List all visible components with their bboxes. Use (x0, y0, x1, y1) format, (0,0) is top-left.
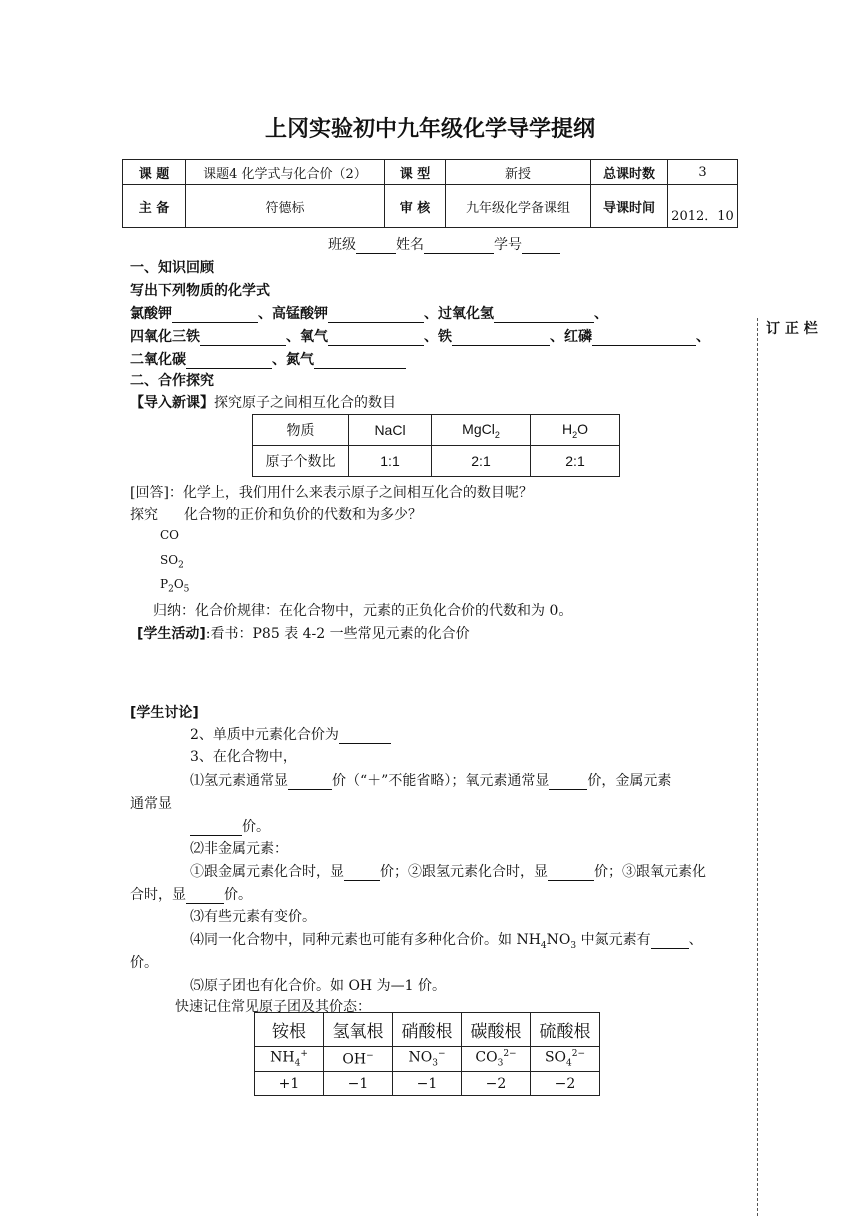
question-answer: [回答]：化学上，我们用什么来表示原子之间相互化合的数目呢？ (130, 485, 533, 501)
answer-blank[interactable] (314, 352, 406, 369)
answer-blank[interactable] (328, 306, 424, 323)
value-author: 符德标 (186, 185, 385, 228)
intro-line: 【导入新课】探究原子之间相互化合的数目 (130, 395, 396, 411)
name-blank[interactable] (424, 237, 494, 254)
class-blank[interactable] (356, 237, 396, 254)
answer-blank[interactable] (452, 329, 550, 346)
radical-valence: −2 (531, 1072, 600, 1096)
metal-line-a: 通常显 (130, 796, 172, 812)
answer-blank[interactable] (494, 306, 594, 323)
radical-valence-line: ⑸原子团也有化合价。如 OH 为—1 价。 (190, 978, 446, 994)
table-header: $H_2O$ (531, 415, 620, 446)
radical-formula: $NH_4^+$ (255, 1047, 324, 1072)
label-total-hours: 总课时数 (591, 160, 668, 185)
nonmetal-line-1: ①跟金属元素化合时，显 价；②跟氢元素化合时，显 价；③跟氧元素化 (190, 864, 706, 880)
section-explore-heading: 二、合作探究 (130, 373, 214, 389)
discussion-heading: [学生讨论] (130, 705, 199, 721)
value-type: 新授 (446, 160, 591, 185)
metal-line-b: 价。 (190, 816, 270, 836)
formula-row-3: 二氧化碳 、氮气 (130, 349, 406, 369)
formula-row-2: 四氧化三铁 、氧气 、铁 、红磷 、 (130, 329, 710, 345)
value-total-hours: 3 (668, 160, 738, 185)
radical-valence: −2 (462, 1072, 531, 1096)
sidebar-divider (757, 318, 758, 1216)
radical-formula: OH− (324, 1047, 393, 1072)
radical-name: 氢氧根 (324, 1013, 393, 1047)
label-review: 审 核 (385, 185, 446, 228)
formula-so2: $SO_2$ (160, 553, 184, 571)
radical-formula: $SO_4^{2-}$ (531, 1047, 600, 1072)
student-activity: [学生活动]:看书：P85 表 4-2 一些常见元素的化合价 (137, 626, 470, 642)
discussion-item-3: 3、在化合物中， (190, 749, 297, 765)
answer-blank[interactable] (186, 887, 224, 904)
atom-ratio-table (252, 414, 620, 477)
number-blank[interactable] (522, 237, 560, 254)
table-header: NaCl (349, 415, 432, 446)
hydrogen-line: ⑴氢元素通常显 价（“＋”不能省略）；氧元素通常显 价，金属元素 (190, 773, 672, 789)
label-type: 课 型 (385, 160, 446, 185)
answer-blank[interactable] (344, 864, 380, 881)
radical-name: 硝酸根 (393, 1013, 462, 1047)
answer-blank[interactable] (339, 727, 391, 744)
formula-row-1: 氯酸钾 、高锰酸钾 、过氧化氢 、 (130, 306, 608, 322)
answer-blank[interactable] (172, 306, 258, 323)
radical-valence: −1 (393, 1072, 462, 1096)
value-review: 九年级化学备课组 (446, 185, 591, 228)
formula-co: CO (160, 528, 180, 542)
label-topic: 课 题 (123, 160, 186, 185)
correction-column-label: 订 正 栏 (766, 321, 818, 337)
label-time: 导课时间 (591, 185, 668, 228)
variable-valence-line: ⑶有些元素有变价。 (190, 909, 316, 925)
table-cell: 1:1 (349, 446, 432, 477)
answer-blank[interactable] (548, 864, 594, 881)
radical-table (254, 1012, 600, 1096)
page-title: 上冈实验初中九年级化学导学提纲 (264, 117, 595, 142)
table-header: 物质 (253, 415, 349, 446)
student-info-line: 班级 姓名 学号 (328, 234, 560, 254)
quick-memory-heading: 快速记住常见原子团及其价态： (175, 999, 371, 1015)
answer-blank[interactable] (288, 773, 332, 790)
answer-blank[interactable] (549, 773, 587, 790)
table-cell: 2:1 (432, 446, 531, 477)
table-row-label: 原子个数比 (253, 446, 349, 477)
multiple-valence-line-end: 价。 (130, 955, 158, 971)
radical-valence: +1 (255, 1072, 324, 1096)
answer-blank[interactable] (186, 352, 272, 369)
section-review-sub: 写出下列物质的化学式 (130, 283, 270, 299)
table-cell: 2:1 (531, 446, 620, 477)
value-topic: 课题4 化学式与化合价（2） (186, 160, 385, 185)
answer-blank[interactable] (190, 819, 242, 836)
value-time: 2012．10 (668, 185, 738, 228)
radical-name: 铵根 (255, 1013, 324, 1047)
multiple-valence-line: ⑷同一化合物中，同种元素也可能有多种化合价。如 $NH_4NO_3$ 中氮元素有 、 (190, 932, 703, 951)
answer-blank[interactable] (592, 329, 696, 346)
discussion-item-2: 2、单质中元素化合价为 (190, 724, 391, 744)
section-review-heading: 一、知识回顾 (130, 260, 214, 276)
explore-line: 探究 化合物的正价和负价的代数和为多少？ (130, 507, 422, 523)
lesson-info-table (122, 159, 738, 228)
answer-blank[interactable] (328, 329, 424, 346)
label-author: 主 备 (123, 185, 186, 228)
radical-valence: −1 (324, 1072, 393, 1096)
table-header: MgCl$_2$ (432, 415, 531, 446)
answer-blank[interactable] (651, 932, 689, 949)
radical-formula: $NO_3^-$ (393, 1047, 462, 1072)
nonmetal-line-2: 合时，显 价。 (130, 887, 252, 903)
radical-name: 硫酸根 (531, 1013, 600, 1047)
nonmetal-heading: ⑵非金属元素： (190, 841, 288, 857)
rule-summary: 归纳：化合价规律：在化合物中，元素的正负化合价的代数和为 0。 (153, 603, 573, 619)
radical-name: 碳酸根 (462, 1013, 531, 1047)
formula-p2o5: $P_2O_5$ (160, 577, 190, 595)
answer-blank[interactable] (200, 329, 286, 346)
radical-formula: $CO_3^{2-}$ (462, 1047, 531, 1072)
